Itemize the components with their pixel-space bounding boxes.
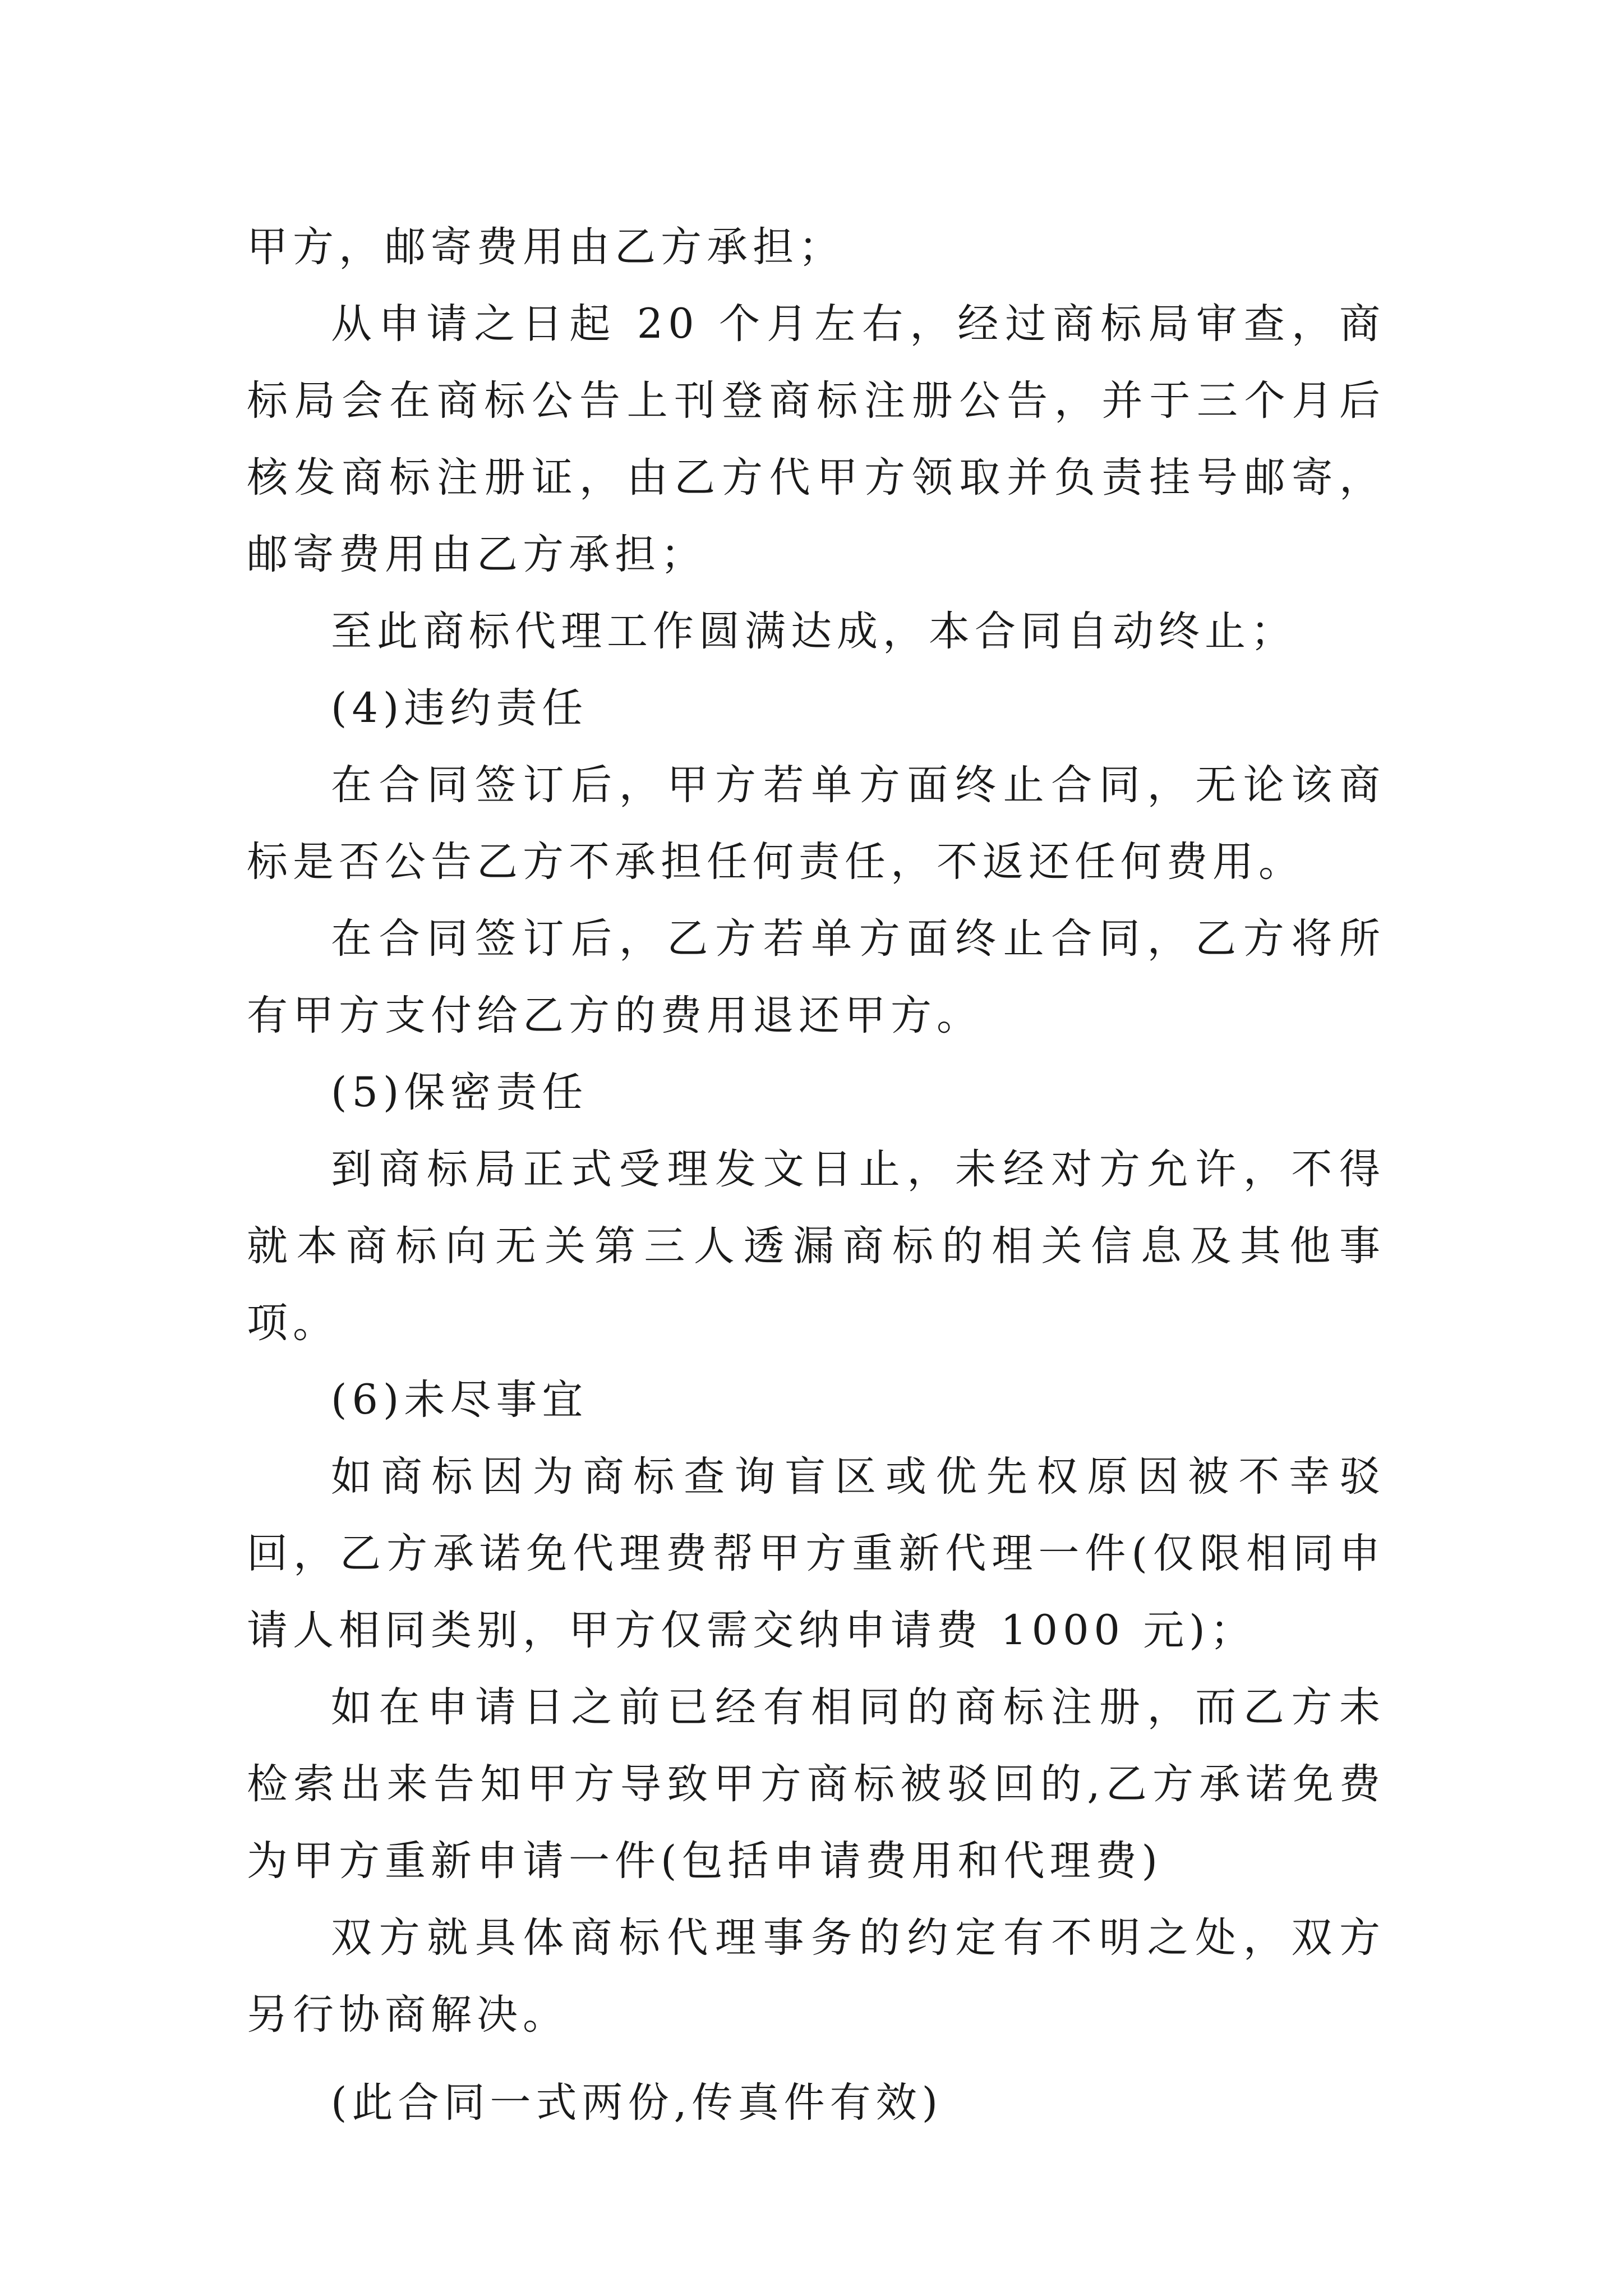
paragraph-10: 如商标因为商标查询盲区或优先权原因被不幸驳回，乙方承诺免代理费帮甲方重新代理一件(仅限相同申请人相同类别，甲方仅需交纳申请费 1000 元)； xyxy=(247,1453,1385,1654)
paragraph-8: 到商标局正式受理发文日止，未经对方允许，不得就本商标向无关第三人透漏商标的相关信息及其他事项。 xyxy=(247,1145,1385,1347)
section-heading-breach-liability: (4)违约责任 xyxy=(331,684,588,732)
paragraph-5: 在合同签订后，甲方若单方面终止合同，无论该商标是否公告乙方不承担任何责任，不返还任何费用。 xyxy=(247,761,1385,886)
paragraph-3: 至此商标代理工作圆满达成，本合同自动终止； xyxy=(331,608,1297,655)
section-heading-confidentiality: (5)保密责任 xyxy=(331,1069,588,1116)
paragraph-2: 从申请之日起 20 个月左右，经过商标局审查，商标局会在商标公告上刊登商标注册公告，并于三个月后核发商标注册证，由乙方代甲方领取并负责挂号邮寄，邮寄费用由乙方承担； xyxy=(247,300,1385,578)
paragraph-6: 在合同签订后，乙方若单方面终止合同，乙方将所有甲方支付给乙方的费用退还甲方。 xyxy=(247,915,1385,1039)
section-heading-other-matters: (6)未尽事宜 xyxy=(331,1376,588,1424)
document-body xyxy=(247,209,1385,2141)
closing-note: (此合同一式两份,传真件有效) xyxy=(331,2079,943,2127)
paragraph-12: 双方就具体商标代理事务的约定有不明之处，双方另行协商解决。 xyxy=(247,1914,1385,2039)
paragraph-11: 如在申请日之前已经有相同的商标注册，而乙方未检索出来告知甲方导致甲方商标被驳回的,乙方承诺免费为甲方重新申请一件(包括申请费用和代理费) xyxy=(247,1683,1385,1885)
paragraph-1: 甲方，邮寄费用由乙方承担； xyxy=(247,223,845,271)
